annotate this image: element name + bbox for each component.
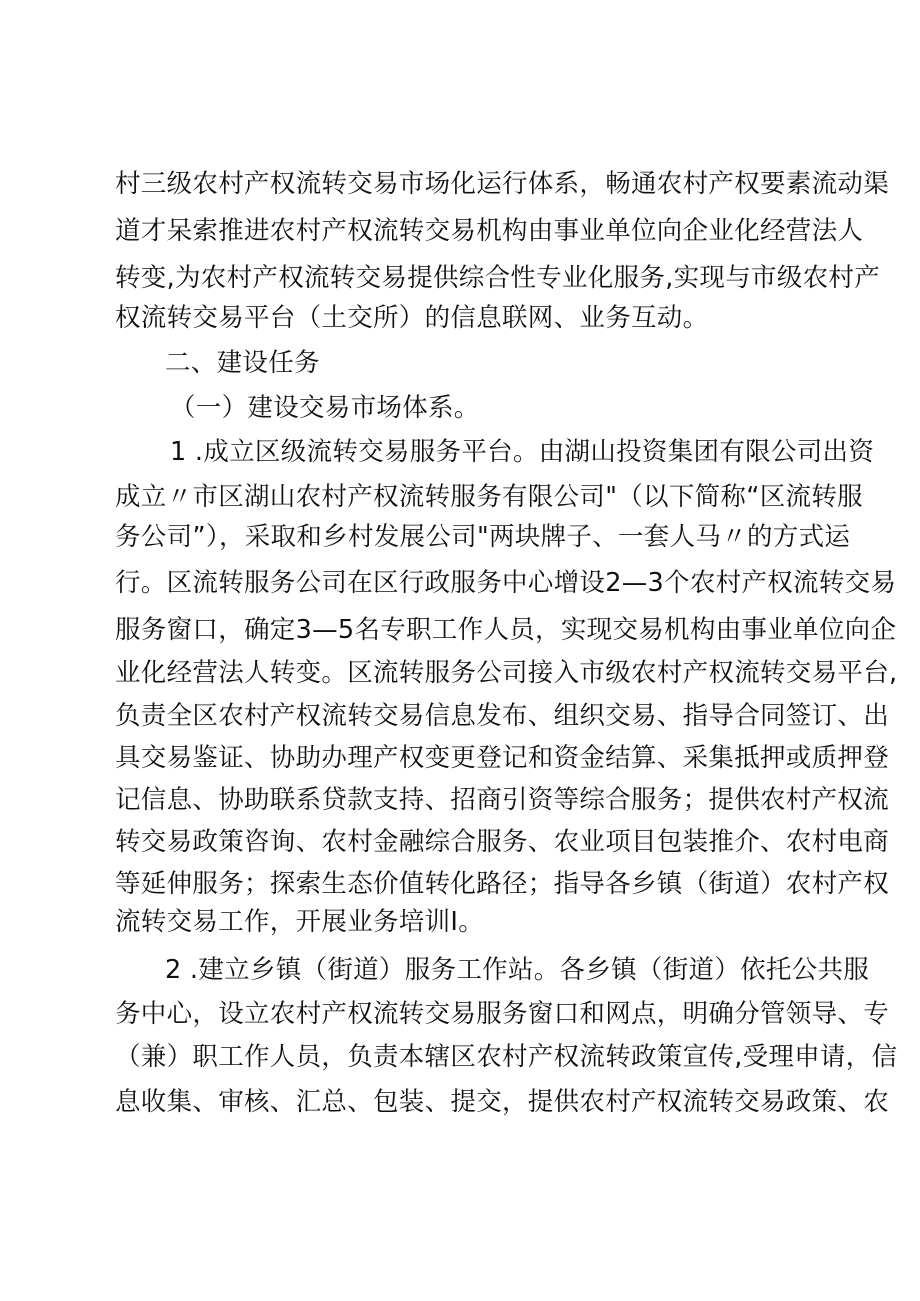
- paragraph-line: 2 .建立乡镇（街道）服务工作站。各乡镇（街道）依托公共服: [165, 955, 870, 985]
- paragraph-line: 村三级农村产权流转交易市场化运行体系，畅通农村产权要素流动渠: [115, 169, 890, 199]
- paragraph-line: 道才呆索推进农村产权流转交易机构由事业单位向企业化经营法人: [115, 216, 864, 246]
- paragraph-line: 流转交易工作，开展业务培训I。: [115, 907, 485, 937]
- paragraph-line: 转交易政策咨询、农村金融综合服务、农业项目包装推介、农村电商: [115, 827, 890, 857]
- paragraph-line: 业化经营法人转变。区流转服务公司接入市级农村产权流转交易平台,: [115, 658, 898, 688]
- paragraph-line: 成立〃市区湖山农村产权流转服务有限公司"（以下简称“区流转服: [115, 482, 863, 512]
- subsection-heading: （一）建设交易市场体系。: [170, 393, 480, 423]
- paragraph-line: 务公司”），采取和乡村发展公司"两块牌子、一套人马〃的方式运: [115, 522, 851, 552]
- paragraph-line: 具交易鉴证、协助办理产权变更登记和资金结算、采集抵押或质押登: [115, 743, 890, 773]
- paragraph-line: 服务窗口，确定3—5名专职工作人员，实现交易机构由事业单位向企: [115, 615, 897, 645]
- paragraph-line: 权流转交易平台（土交所）的信息联网、业务互动。: [115, 303, 709, 333]
- paragraph-line: 转变,为农村产权流转交易提供综合性专业化服务,实现与市级农村产: [115, 263, 881, 293]
- paragraph-line: （兼）职工作人员，负责本辖区农村产权流转政策宣传,受理申请，信: [115, 1042, 898, 1072]
- paragraph-line: 1 .成立区级流转交易服务平台。由湖山投资集团有限公司出资: [170, 437, 875, 467]
- paragraph-line: 行。区流转服务公司在区行政服务中心增设2—3个农村产权流转交易: [115, 568, 897, 598]
- paragraph-line: 务中心，设立农村产权流转交易服务窗口和网点，明确分管领导、专: [115, 999, 890, 1029]
- section-heading: 二、建设任务: [165, 348, 320, 378]
- paragraph-line: 记信息、协助联系贷款支持、招商引资等综合服务；提供农村产权流: [115, 785, 890, 815]
- paragraph-line: 息收集、审核、汇总、包装、提交，提供农村产权流转交易政策、农: [115, 1087, 890, 1117]
- paragraph-line: 等延伸服务；探索生态价值转化路径；指导各乡镇（街道）农村产权: [115, 869, 890, 899]
- paragraph-line: 负责全区农村产权流转交易信息发布、组织交易、指导合同签订、出: [115, 701, 890, 731]
